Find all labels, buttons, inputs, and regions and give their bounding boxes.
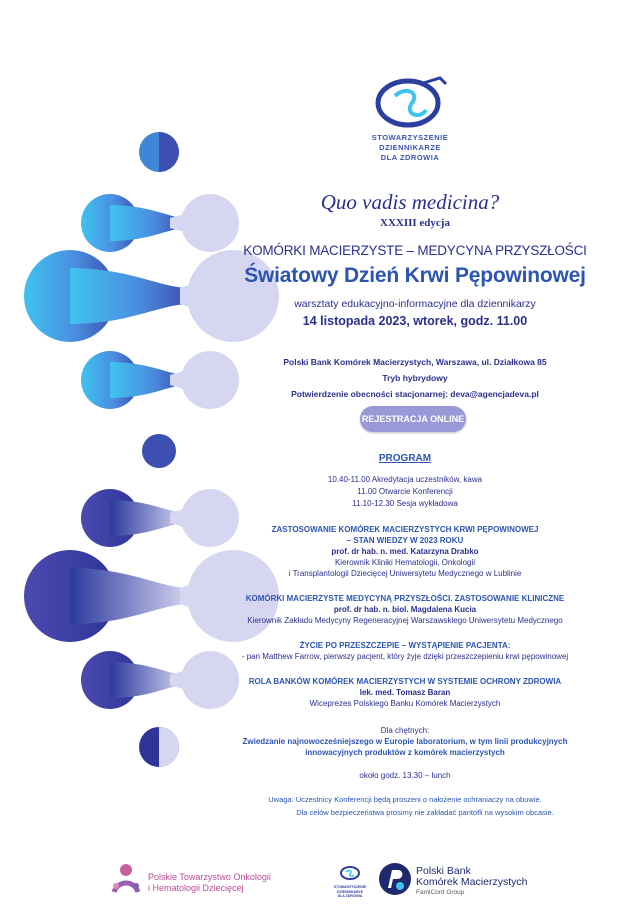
deco-dumbbell-6 [81,651,239,709]
schedule-item: 11.00 Otwarcie Konferencji [357,487,453,496]
optional-line2: innowacyjnych produktów z komórek macierzystych [305,748,505,757]
safety-notes [230,793,580,819]
session-1-role: Kierownik Kliniki Hematologii, Onkologii [334,558,476,567]
deco-dumbbell-4 [81,489,239,547]
header-block [230,190,600,328]
venue-block [230,354,600,402]
session-2-speaker: prof. dr hab. n. biol. Magdalena Kucia [333,605,477,614]
topic-title: KOMÓRKI MACIERZYSTE – MEDYCYNA PRZYSZŁOŚCI [243,243,587,258]
sdz-logo-line1: STOWARZYSZENIE [371,133,449,142]
event-date: 14 listopada 2023, wtorek, godz. 11.00 [302,314,528,328]
ptohd-line2: i Hematologii Dziecięcej [148,883,244,893]
ptohd-logo-icon [110,862,142,896]
pbkm-logo-icon [378,862,412,896]
headline: Światowy Dzień Krwi Pępowinowej [244,264,586,287]
sdz-footer-logo [330,866,370,899]
program-block [230,453,580,819]
deco-dumbbell-3 [81,351,239,409]
event-subtitle: warsztaty edukacyjno-informacyjne dla dziennikarzy [294,298,536,310]
venue-address: Polski Bank Komórek Macierzystych, Warszawa, ul. Działkowa 85 [283,357,547,367]
sdz-footer-logo-icon [339,866,361,880]
deco-dumbbell-1 [81,194,239,252]
sdz-logo-mark [378,78,446,125]
venue-rsvp: Potwierdzenie obecności stacjonarnej: deva@agencjadeva.pl [291,389,539,399]
deco-dot-3-shade [159,727,179,767]
pbkm-line2: Komórek Macierzystych [416,876,528,888]
session-2-title: KOMÓRKI MACIERZYSTE MEDYCYNĄ PRZYSZŁOŚCI. ZASTOSOWANIE KLINICZNE [245,594,565,603]
sdz-logo-text [345,133,475,163]
safety-note-1: Uwaga: Uczestnicy Konferencji będą proszeni o nałożenie ochraniaczy na obuwie. [268,795,542,804]
program-heading: PROGRAM [378,453,432,464]
ptohd-line1: Polskie Towarzystwo Onkologii [148,872,271,882]
session-4 [230,676,580,709]
deco-dot-1-shade [159,132,179,172]
sdz-logo-line3: DLA ZDROWIA [380,153,440,162]
schedule-item: 10.40-11.00 Akredytacja uczestników, kawa [327,475,483,484]
series-title: Quo vadis medicina? [320,190,500,214]
schedule-item: 11.10-12.30 Sesja wykładowa [352,499,458,508]
session-1-speaker: prof. dr hab. n. med. Katarzyna Drabko [331,547,479,556]
schedule-list [230,474,580,510]
sdz-footer-line2: DZIENNIKARZE [336,889,364,894]
session-4-title: ROLA BANKÓW KOMÓREK MACIERZYSTYCH W SYSTEMIE OCHRONY ZDROWIA [248,677,562,686]
session-3-title: ŻYCIE PO PRZESZCZEPIE – WYSTĄPIENIE PACJENTA: [299,641,511,650]
session-2-role: Kierownik Zakładu Medycyny Regeneracyjnej Warszawskiego Uniwersytetu Medycznego [247,616,563,625]
optional-label: Dla chętnych: [380,726,430,735]
pbkm-logo [378,862,578,898]
session-1 [230,524,580,579]
optional-line1: Zwiedzanie najnowocześniejszego w Europie laboratorium, w tym linii produkcyjnych [242,737,568,746]
optional-tour [230,725,580,758]
session-1-title-cont: – STAN WIEDZY W 2023 ROKU [346,536,464,545]
ptohd-logo [110,862,310,896]
venue-mode: Tryb hybrydowy [382,373,448,383]
deco-dot-2 [142,434,176,468]
session-3-detail: - pan Matthew Farrow, pierwszy pacjent, który żyje dzięki przeszczepieniu krwi pępowinowej [241,652,569,661]
sdz-footer-line1: STOWARZYSZENIE [333,885,367,889]
session-2 [230,593,580,626]
session-4-role: Wiceprezes Polskiego Banku Komórek Macierzystych [309,699,501,708]
safety-note-2: Dla celów bezpieczeństwa prosimy nie zakładać pantofli na wysokim obcasie. [296,808,554,817]
lunch-note: około godz. 13.30 – lunch [359,771,451,780]
session-4-speaker: lek. med. Tomasz Baran [359,688,451,697]
pbkm-line1: Polski Bank [416,865,471,877]
sdz-logo-line2: DZIENNIKARZE [379,143,441,152]
session-3 [230,640,580,662]
registration-button[interactable]: REJESTRACJA ONLINE [360,406,466,432]
session-1-title: ZASTOSOWANIE KOMÓREK MACIERZYSTYCH KRWI PĘPOWINOWEJ [271,525,539,534]
session-1-role-cont: i Transplantologii Dziecięcej Uniwersytetu Medycznego w Lublinie [288,569,522,578]
pbkm-line3: FamiCord Group [416,889,465,896]
sdz-footer-line3: DLA ZDROWIA [337,894,363,898]
edition-label: XXXIII edycja [380,217,450,229]
